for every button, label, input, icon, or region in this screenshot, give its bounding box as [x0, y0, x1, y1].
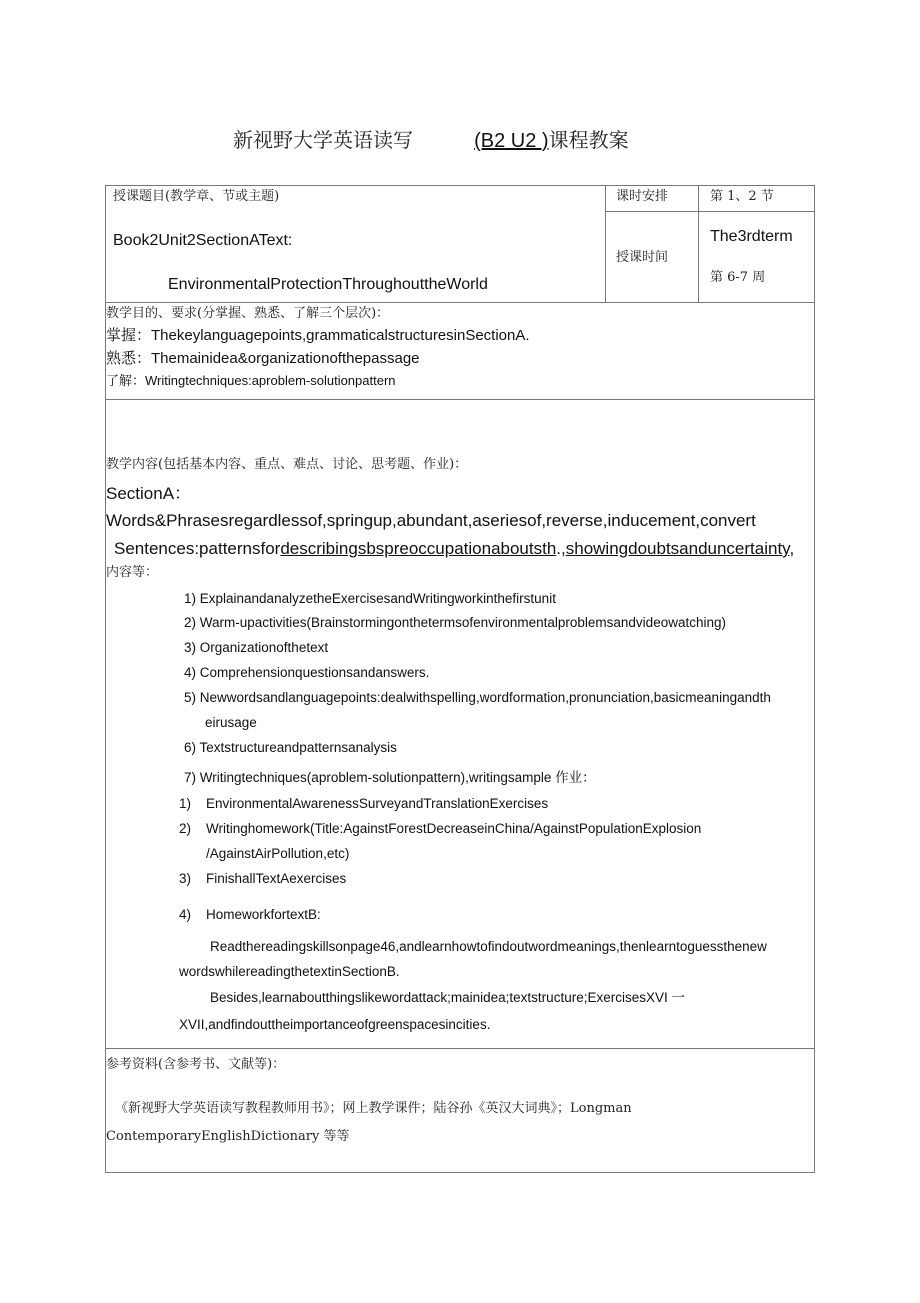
homework-num: 2)	[179, 821, 192, 836]
textb-line: Readthereadingskillsonpage46,andlearnhowtofindoutwordmeanings,thenlearntoguessthenew	[210, 939, 767, 954]
step-item: 7) Writingtechniques(aproblem-solutionpattern),writingsample 作业：	[184, 770, 596, 785]
schedule-value: 第 1、2 节	[710, 189, 774, 204]
objectives-label: 教学目的、要求(分掌握、熟悉、了解三个层次)：	[106, 306, 390, 321]
content-label: 教学内容(包括基本内容、重点、难点、讨论、思考题、作业)：	[106, 457, 468, 472]
sentences-pattern-1: describingsbspreoccupationaboutsth	[280, 539, 557, 558]
content-etc: 内容等：	[106, 565, 159, 580]
references-line1: 《新视野大学英语读写教程教师用书》；网上教学课件；陆谷孙《英汉大词典》；Longman	[115, 1101, 632, 1116]
page-title	[233, 130, 629, 151]
step-item: 6) Textstructureandpatternsanalysis	[184, 740, 397, 755]
homework-num: 3)	[179, 871, 192, 886]
step-item: 2) Warm-upactivities(Brainstormingonthetermsofenvironmentalproblemsandvideowatching)	[184, 615, 726, 630]
objective-understand: 了解：Writingtechniques:aproblem-solutionpattern	[106, 373, 396, 388]
homework-item: HomeworkfortextB:	[206, 907, 321, 922]
sentences-mid: .,	[556, 539, 566, 558]
objective-master: 掌握：Thekeylanguagepoints,grammaticalstructuresinSectionA.	[106, 327, 530, 344]
references-label: 参考资料(含参考书、文献等)：	[106, 1057, 286, 1072]
time-label: 授课时间	[616, 250, 669, 265]
homework-item: FinishallTextAexercises	[206, 871, 347, 886]
sentences-pattern-2: showingdoubtsanduncertainty	[565, 539, 790, 558]
references-line2: ContemporaryEnglishDictionary 等等	[106, 1129, 350, 1144]
textb-line: Besides,learnaboutthingslikewordattack;mainidea;textstructure;ExercisesXVI 一	[210, 990, 685, 1005]
weeks: 第 6-7 周	[710, 270, 766, 285]
step-item: 3) Organizationofthetext	[184, 640, 329, 655]
homework-item-cont: /AgainstAirPollution,etc)	[206, 846, 350, 861]
topic-line1: Book2Unit2SectionAText:	[113, 232, 293, 249]
step-item: 4) Comprehensionquestionsandanswers.	[184, 665, 430, 680]
homework-item: EnvironmentalAwarenessSurveyandTranslationExercises	[206, 796, 549, 811]
homework-num: 1)	[179, 796, 192, 811]
topic-line2: EnvironmentalProtectionThroughouttheWorld	[168, 276, 488, 293]
textb-line: wordswhilereadingthetextinSectionB.	[179, 964, 400, 979]
objective-familiar: 熟悉：Themainidea&organizationofthepassage	[106, 350, 420, 367]
sentences-prefix: Sentences:patternsfor	[114, 539, 281, 558]
topic-label: 授课题目(教学章、节或主题)	[113, 189, 280, 204]
step-item: eirusage	[205, 715, 257, 730]
words-phrases: Words&Phrasesregardlessof,springup,abundant,aseriesof,reverse,inducement,convert	[106, 511, 756, 530]
step-item: 1) ExplainandanalyzetheExercisesandWritingworkinthefirstunit	[184, 591, 556, 606]
homework-item: Writinghomework(Title:AgainstForestDecreaseinChina/AgainstPopulationExplosion	[206, 821, 702, 836]
term: The3rdterm	[710, 228, 793, 245]
title-main: 新视野大学英语读写	[233, 128, 413, 152]
textb-line: XVII,andfindouttheimportanceofgreenspacesincities.	[179, 1017, 491, 1032]
title-code: (B2 U2 )	[474, 130, 549, 152]
sentences-end: ,	[789, 539, 795, 558]
schedule-label: 课时安排	[616, 189, 669, 204]
sentences	[114, 540, 794, 557]
step-item: 5) Newwordsandlanguagepoints:dealwithspelling,wordformation,pronunciation,basicmeaningandth	[184, 690, 771, 705]
title-suffix: 课程教案	[548, 128, 629, 152]
section-heading: SectionA：	[106, 484, 192, 503]
homework-num: 4)	[179, 907, 192, 922]
